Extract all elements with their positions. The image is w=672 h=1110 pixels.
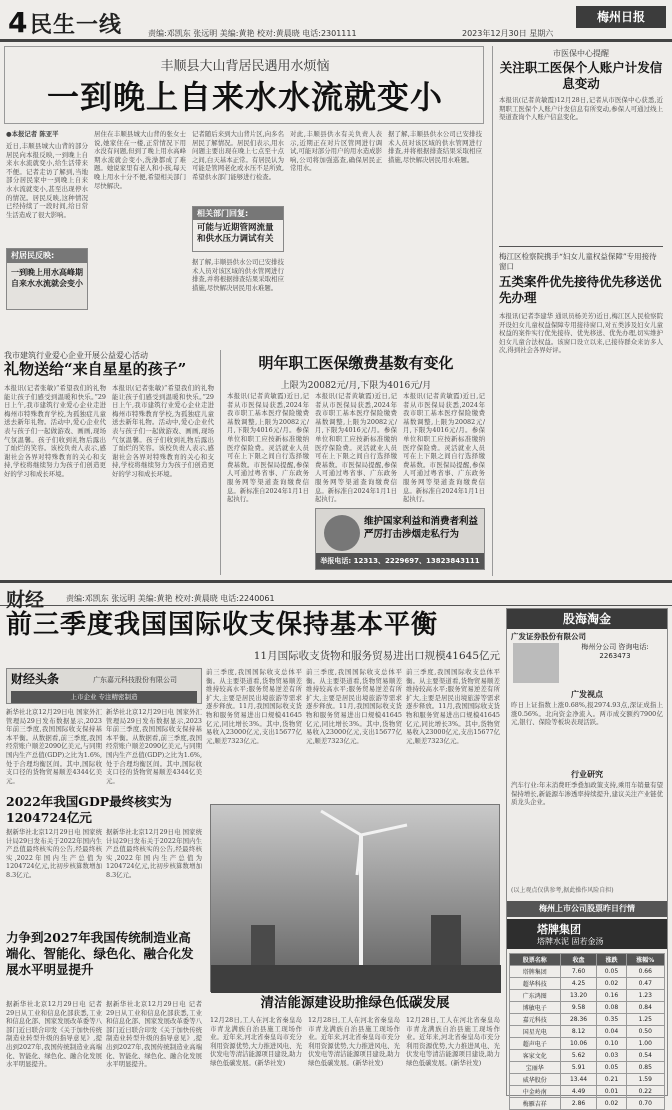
table-cell: 客家文化 bbox=[510, 1050, 561, 1062]
finance-body-5: 前三季度,我国国际收支总体平衡。从主要渠道看,货物贸易顺差维持较高水平;服务贸易逆差有所扩大,主要是居民出境旅游等需求逐步释放。11月,我国国际收支货物和服务贸易进出口规模41645亿元,同比增长3%。其中,货物贸易收入23000亿元,支出15677亿元,顺差7323亿元。 bbox=[406, 668, 500, 745]
mfg-body-2: 据新华社北京12月29日电 记者29日从工业和信息化部获悉,工业和信息化部、国家发展改革委等八部门近日联合印发《关于加快传统制造业转型升级的指导意见》,提出到2027年,我国传统制造业高端化、智能化、绿色化、融合化发展水平明显提升。 bbox=[106, 1000, 202, 1069]
table-cell: 塔牌集团 bbox=[510, 966, 561, 978]
gdp-body-1: 据新华社北京12月29日电 国家统计局29日发布关于2022年国内生产总值最终核实的公告,经最终核实,2022年国内生产总值为1204724亿元,比初步核算数增加8.3亿元。 bbox=[6, 828, 102, 879]
sponsor-tag: 上市企业 专注精密制造 bbox=[11, 691, 197, 703]
page-number: 4 bbox=[8, 6, 28, 39]
table-cell: 2.86 bbox=[560, 1098, 597, 1110]
table-cell: 0.10 bbox=[597, 1038, 626, 1050]
table-cell: 嘉元科技 bbox=[510, 1014, 561, 1026]
broker-name: 广发证券股份有限公司 bbox=[511, 632, 586, 641]
column-head: 财经头条 bbox=[11, 672, 60, 686]
story-col-5: 据了解,丰顺县供水公司已安排技术人员对该区域的供水管网进行排查,并将根据排查结果采取相应措施,尽快解决居民用水难题。 bbox=[388, 130, 482, 164]
table-cell: 0.02 bbox=[597, 1098, 626, 1110]
section-title: 民生一线 bbox=[30, 13, 123, 38]
table-cell: 0.21 bbox=[597, 1074, 626, 1086]
table-cell: 10.06 bbox=[560, 1038, 597, 1050]
report-phone: 举报电话: 12313、2229697、13823843111 bbox=[316, 553, 484, 569]
banner-slogan: 维护国家利益和消费者利益 严厉打击涉烟走私行为 bbox=[364, 516, 479, 540]
table-row bbox=[510, 1062, 665, 1074]
mfg-body-1: 据新华社北京12月29日电 记者29日从工业和信息化部获悉,工业和信息化部、国家发展改革委等八部门近日联合印发《关于加快传统制造业转型升级的指导意见》,提出到2027年,我国传统制造业高端化、智能化、绿色化、融合化发展水平明显提升。 bbox=[6, 1000, 102, 1069]
table-header: 涨跌 bbox=[597, 954, 626, 966]
finance-body-2: 新华社北京12月29日电 国家外汇管理局29日发布数据显示,2023年前三季度,我国国际收支保持基本平衡。从数据看,前三季度,我国经常账户顺差2090亿美元,与同期国内生产总值(GDP)之比为1.6%,处于合理均衡区间。其中,国际收支口径的货物贸易顺差4344亿美元。 bbox=[106, 708, 202, 785]
table-cell: 超华科技 bbox=[510, 978, 561, 990]
right-column bbox=[492, 46, 668, 576]
gift-headline: 礼物送给“来自星星的孩子” bbox=[4, 360, 187, 378]
photo-caption-3: 12月28日,工人在河北省秦皇岛市青龙满族自治县施工现场作业。近年来,河北省秦皇岛市充分利用资源优势,大力推进风电、光伏发电等清洁能源项目建设,助力绿色低碳发展。(新华社发) bbox=[406, 1016, 500, 1067]
table-cell: 威华股份 bbox=[510, 1074, 561, 1086]
table-row bbox=[510, 1014, 665, 1026]
table-cell: 0.54 bbox=[626, 1050, 665, 1062]
table-header: 涨幅% bbox=[626, 954, 665, 966]
brand-name: 塔牌集团 bbox=[537, 923, 581, 936]
table-cell: 0.85 bbox=[626, 1062, 665, 1074]
table-cell: 0.05 bbox=[597, 966, 626, 978]
gift-story bbox=[4, 350, 214, 575]
page-header bbox=[0, 0, 672, 42]
wind-turbine-icon bbox=[211, 805, 501, 993]
table-cell: 博敏电子 bbox=[510, 1002, 561, 1014]
wind-turbine-photo bbox=[210, 804, 500, 992]
table-cell: 0.04 bbox=[597, 1026, 626, 1038]
insurance-body-1: 本报讯(记者黄敏霞)近日,记者从市医保局获悉,2024年我市职工基本医疗保险缴费基数调整,上限为20082元/月,下限为4016元/月。参保单位和职工应按新标准缴纳医疗保险费。灵活就业人员可在上下限之间自行选择缴费基数。市医保局提醒,参保人可通过粤省事、广东政务服务网等渠道查询缴费信息。新标准自2024年1月1日起执行。 bbox=[227, 392, 309, 504]
table-cell: 0.47 bbox=[626, 978, 665, 990]
editor-meta: 责编:邓凯东 张远明 美编:黄艳 校对:黄晨晓 电话:2301111 bbox=[148, 29, 357, 38]
sponsor-name: 广东嘉元科技股份有限公司 bbox=[93, 676, 177, 684]
table-cell: 国星光电 bbox=[510, 1026, 561, 1038]
quote-title: 村居民反映: bbox=[7, 249, 87, 263]
table-row bbox=[510, 1050, 665, 1062]
table-cell: 8.12 bbox=[560, 1026, 597, 1038]
table-cell: 宝丽华 bbox=[510, 1062, 561, 1074]
finance-header bbox=[0, 580, 672, 611]
table-cell: 13.20 bbox=[560, 990, 597, 1002]
table-cell: 1.59 bbox=[626, 1074, 665, 1086]
table-cell: 中金岭南 bbox=[510, 1086, 561, 1098]
story-col-3: 记者随后来到大山背片区,向多名居民了解情况。居民们表示,用水问题主要出现在晚上七点至十点之间,白天基本正常。有居民认为可能是管网老化或水压不足所致,希望供水部门能够进行检查。 bbox=[192, 130, 284, 181]
news-body: 昨日上证指数上涨0.68%,报2974.93点,深证成指上涨0.56%。北向资金净流入。两市成交额约7900亿元,银行、保险等板块表现活跃。 bbox=[511, 701, 663, 727]
gift-body-2: 本报讯(记者张敏)“希望我们的礼物能让孩子们感受到温暖和快乐。”29日上午,我市建筑行业爱心企业走进梅州市特殊教育学校,为孤独症儿童送去新年礼物。活动中,爱心企业代表与孩子们一起做游戏、画画,现场气氛温馨。孩子们收到礼物后露出了灿烂的笑容。该校负责人表示,感谢社会各界对特殊教育的关心和支持,学校将继续努力为孩子们创造更好的学习和成长环境。 bbox=[112, 384, 214, 478]
photo-caption-2: 12月28日,工人在河北省秦皇岛市青龙满族自治县施工现场作业。近年来,河北省秦皇岛市充分利用资源优势,大力推进风电、光伏发电等清洁能源项目建设,助力绿色低碳发展。(新华社发) bbox=[308, 1016, 400, 1067]
reply-title: 相关部门回复: bbox=[193, 207, 283, 220]
table-cell: 梅雁吉祥 bbox=[510, 1098, 561, 1110]
right-kicker-1: 市医保中心提醒 bbox=[553, 49, 609, 58]
insurance-headline: 明年职工医保缴费基数有变化 bbox=[258, 354, 454, 372]
table-cell: 0.70 bbox=[626, 1098, 665, 1110]
table-cell: 0.50 bbox=[626, 1026, 665, 1038]
finance-headline: 前三季度我国国际收支保持基本平衡 bbox=[6, 610, 439, 640]
sector-head: 行业研究 bbox=[571, 770, 603, 779]
table-header: 股票名称 bbox=[510, 954, 561, 966]
stock-box-title: 股海淘金 bbox=[507, 609, 667, 629]
broker-contact: 梅州分公司 咨询电话: 2263473 bbox=[581, 643, 649, 660]
table-cell: 超声电子 bbox=[510, 1038, 561, 1050]
headline-box bbox=[4, 46, 484, 124]
finance-meta: 责编:邓凯东 张远明 美编:黄艳 校对:黄晨晓 电话:2240061 bbox=[66, 594, 275, 603]
table-header: 收盘 bbox=[560, 954, 597, 966]
emblem-icon bbox=[324, 515, 360, 551]
right-headline-2: 五类案件优先接待优先移送优先办理 bbox=[499, 274, 662, 305]
right-headline-1: 关注职工医保个人账户计发信息变动 bbox=[499, 60, 663, 91]
table-cell: 7.60 bbox=[560, 966, 597, 978]
table-cell: 5.91 bbox=[560, 1062, 597, 1074]
insurance-body-3: 本报讯(记者黄敏霞)近日,记者从市医保局获悉,2024年我市职工基本医疗保险缴费基数调整,上限为20082元/月,下限为4016元/月。参保单位和职工应按新标准缴纳医疗保险费。灵活就业人员可在上下限之间自行选择缴费基数。市医保局提醒,参保人可通过粤省事、广东政务服务网等渠道查询缴费信息。新标准自2024年1月1日起执行。 bbox=[403, 392, 485, 504]
right-kicker-2: 梅江区检察院携手“妇女儿童权益保障”专用接待窗口 bbox=[499, 252, 657, 271]
gdp-headline: 2022年我国GDP最终核实为1204724亿元 bbox=[6, 794, 172, 825]
table-row bbox=[510, 1026, 665, 1038]
reply-text: 可能与近期管网流量和供水压力调试有关 bbox=[197, 223, 274, 244]
sector-body: 汽车行业:年末消费旺季叠加政策支持,乘用车销量有望保持增长,新能源车渗透率持续提升,建议关注产业链优质龙头企业。 bbox=[511, 781, 663, 807]
story-headline: 一到晚上自来水水流就变小 bbox=[46, 78, 443, 116]
table-cell: 0.02 bbox=[597, 978, 626, 990]
table-cell: 1.23 bbox=[626, 990, 665, 1002]
table-cell: 0.05 bbox=[597, 1062, 626, 1074]
reply-box bbox=[192, 206, 284, 252]
story-kicker: 丰顺县大山背居民遇用水烦恼 bbox=[160, 59, 330, 74]
right-body-2: 本报讯(记者李建华 通讯员杨美芳)近日,梅江区人民检察院开设妇女儿童权益保障专用接待窗口,对五类涉及妇女儿童权益的案件实行优先接待、优先移送、优先办理,切实维护妇女儿童合法权益。该窗口设立以来,已接待群众来访多人次,得到社会各界好评。 bbox=[499, 312, 663, 355]
insurance-body-2: 本报讯(记者黄敏霞)近日,记者从市医保局获悉,2024年我市职工基本医疗保险缴费基数调整,上限为20082元/月,下限为4016元/月。参保单位和职工应按新标准缴纳医疗保险费。灵活就业人员可在上下限之间自行选择缴费基数。市医保局提醒,参保人可通过粤省事、广东政务服务网等渠道查询缴费信息。新标准自2024年1月1日起执行。 bbox=[315, 392, 397, 504]
finance-body-3: 前三季度,我国国际收支总体平衡。从主要渠道看,货物贸易顺差维持较高水平;服务贸易逆差有所扩大,主要是居民出境旅游等需求逐步释放。11月,我国国际收支货物和服务贸易进出口规模41645亿元,同比增长3%。其中,货物贸易收入23000亿元,支出15677亿元,顺差7323亿元。 bbox=[206, 668, 302, 745]
table-row bbox=[510, 1086, 665, 1098]
resident-quote-box bbox=[6, 248, 88, 310]
stock-box bbox=[506, 608, 668, 1108]
story-byline: ●本报记者 陈亚平 bbox=[6, 130, 59, 138]
right-divider bbox=[499, 246, 663, 247]
table-cell: 28.36 bbox=[560, 1014, 597, 1026]
finance-section-title: 财经 bbox=[6, 589, 45, 611]
insurance-story bbox=[220, 350, 486, 575]
table-cell: 0.22 bbox=[626, 1086, 665, 1098]
right-body-1: 本报讯(记者黄敏霞)12月28日,记者从市医保中心获悉,近期职工医保个人账户计发信息有所变动,参保人可通过线上渠道查询个人账户信息变化。 bbox=[499, 96, 663, 122]
table-row bbox=[510, 1038, 665, 1050]
table-row bbox=[510, 966, 665, 978]
story-col-4: 对此,丰顺县供水有关负责人表示,近期正在对片区管网进行调试,可能对部分用户的用水造成影响,公司将加强巡查,确保居民正常用水。 bbox=[290, 130, 382, 173]
story-col-3b: 据了解,丰顺县供水公司已安排技术人员对该区域的供水管网进行排查,并将根据排查结果采取相应措施,尽快解决居民用水难题。 bbox=[192, 258, 284, 292]
table-cell: 4.49 bbox=[560, 1086, 597, 1098]
table-cell: 0.16 bbox=[597, 990, 626, 1002]
table-row bbox=[510, 1002, 665, 1014]
table-row bbox=[510, 1074, 665, 1086]
table-row bbox=[510, 978, 665, 990]
brand-banner bbox=[507, 919, 667, 949]
issue-date: 2023年12月30日 星期六 bbox=[462, 29, 554, 38]
table-row bbox=[510, 990, 665, 1002]
quote-text: 一到晚上用水高峰期自来水水流就会变小 bbox=[11, 267, 83, 288]
finance-body-4: 前三季度,我国国际收支总体平衡。从主要渠道看,货物贸易顺差维持较高水平;服务贸易逆差有所扩大,主要是居民出境旅游等需求逐步释放。11月,我国国际收支货物和服务贸易进出口规模41645亿元,同比增长3%。其中,货物贸易收入23000亿元,支出15677亿元,顺差7323亿元。 bbox=[306, 668, 402, 745]
photo-caption-1: 12月28日,工人在河北省秦皇岛市青龙满族自治县施工现场作业。近年来,河北省秦皇岛市充分利用资源优势,大力推进风电、光伏发电等清洁能源项目建设,助力绿色低碳发展。(新华社发) bbox=[210, 1016, 302, 1067]
anti-smuggling-banner bbox=[315, 508, 485, 570]
gift-body-1: 本报讯(记者张敏)“希望我们的礼物能让孩子们感受到温暖和快乐。”29日上午,我市建筑行业爱心企业走进梅州市特殊教育学校,为孤独症儿童送去新年礼物。活动中,爱心企业代表与孩子们一起做游戏、画画,现场气氛温馨。孩子们收到礼物后露出了灿烂的笑容。该校负责人表示,感谢社会各界对特殊教育的关心和支持,学校将继续努力为孩子们创造更好的学习和成长环境。 bbox=[4, 384, 106, 478]
table-cell: 0.08 bbox=[597, 1002, 626, 1014]
gdp-body-2: 据新华社北京12月29日电 国家统计局29日发布关于2022年国内生产总值最终核实的公告,经最终核实,2022年国内生产总值为1204724亿元,比初步核算数增加8.3亿元。 bbox=[106, 828, 202, 879]
stock-table bbox=[509, 953, 665, 1110]
masthead-logo: 梅州日报 bbox=[576, 6, 666, 28]
table-cell: 1.00 bbox=[626, 1038, 665, 1050]
table-cell: 广东鸿图 bbox=[510, 990, 561, 1002]
finance-subhead: 11月国际收支货物和服务贸易进出口规模41645亿元 bbox=[253, 650, 500, 662]
insurance-subhead: 上限为20082元/月,下限为4016元/月 bbox=[280, 381, 432, 391]
table-cell: 9.58 bbox=[560, 1002, 597, 1014]
table-cell: 5.62 bbox=[560, 1050, 597, 1062]
table-cell: 0.03 bbox=[597, 1050, 626, 1062]
table-cell: 0.84 bbox=[626, 1002, 665, 1014]
table-cell: 13.44 bbox=[560, 1074, 597, 1086]
photo-caption-title: 清洁能源建设助推绿色低碳发展 bbox=[260, 995, 450, 1011]
top-story bbox=[4, 46, 486, 346]
story-col-2: 居住在丰顺县城大山背的张女士说,她家住在一楼,正常情况下用水没有问题,但到了晚上用水高峰期水流就会变小,洗澡都成了难题。她说家里有老人和小孩,每天晚上用水十分不便,希望相关部门尽快解决。 bbox=[94, 130, 186, 190]
finance-body-1: 新华社北京12月29日电 国家外汇管理局29日发布数据显示,2023年前三季度,我国国际收支保持基本平衡。从数据看,前三季度,我国经常账户顺差2090亿美元,与同期国内生产总值(GDP)之比为1.6%,处于合理均衡区间。其中,国际收支口径的货物贸易顺差4344亿美元。 bbox=[6, 708, 102, 785]
disclaimer: (以上观点仅供参考,据此操作风险自担) bbox=[511, 887, 614, 894]
market-title: 梅州上市公司股票昨日行情 bbox=[507, 901, 667, 917]
table-cell: 0.01 bbox=[597, 1086, 626, 1098]
table-cell: 1.25 bbox=[626, 1014, 665, 1026]
brand-slogan: 塔牌水泥 固若金汤 bbox=[537, 937, 604, 946]
story-col-1: 近日,丰顺县城大山背的部分居民向本报反映,一到晚上自来水水流就变小,给生活带来不便。记者走访了解到,当地部分居民家中一到晚上自来水水流就变小,甚至出现停水的情况。居民反映,这种情况已经持续了一段时间,给日常生活造成了很大影响。 bbox=[6, 142, 88, 219]
manufacturing-headline: 力争到2027年我国传统制造业高端化、智能化、绿色化、融合化发展水平明显提升 bbox=[6, 930, 194, 977]
table-row bbox=[510, 1098, 665, 1110]
broker-logo-icon bbox=[513, 643, 559, 683]
finance-column-banner bbox=[6, 668, 202, 704]
gift-kicker: 我市建筑行业爱心企业开展公益爱心活动 bbox=[4, 351, 148, 360]
table-cell: 0.66 bbox=[626, 966, 665, 978]
table-cell: 4.25 bbox=[560, 978, 597, 990]
news-head: 广发视点 bbox=[571, 690, 603, 699]
table-cell: 0.35 bbox=[597, 1014, 626, 1026]
